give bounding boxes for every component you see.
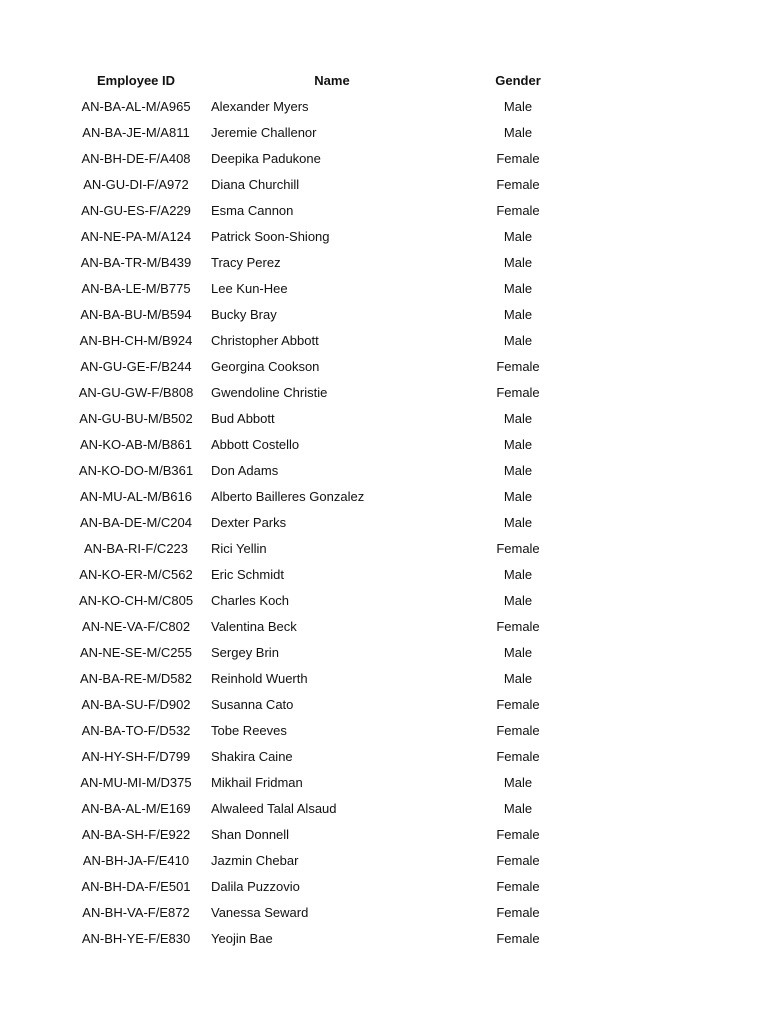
employee-name-cell: Bucky Bray bbox=[211, 307, 277, 322]
employee-gender-cell: Female bbox=[496, 385, 540, 400]
employee-name-cell: Mikhail Fridman bbox=[211, 775, 303, 790]
table-row bbox=[0, 406, 768, 432]
employee-id-cell: AN-KO-CH-M/C805 bbox=[78, 593, 194, 608]
employee-gender-cell: Male bbox=[503, 515, 533, 530]
employee-gender-cell: Female bbox=[496, 203, 540, 218]
table-row bbox=[0, 666, 768, 692]
employee-id-cell: AN-KO-ER-M/C562 bbox=[79, 567, 193, 582]
employee-gender-cell: Female bbox=[496, 853, 540, 868]
employee-gender-cell: Male bbox=[503, 307, 533, 322]
employee-id-cell: AN-BA-TO-F/D532 bbox=[81, 723, 191, 738]
table-header-row bbox=[0, 68, 768, 94]
employee-gender-cell: Male bbox=[503, 255, 533, 270]
employee-name-cell: Yeojin Bae bbox=[211, 931, 273, 946]
employee-id-cell: AN-BA-SU-F/D902 bbox=[81, 697, 191, 712]
employee-id-cell: AN-GU-GE-F/B244 bbox=[80, 359, 192, 374]
employee-name-cell: Charles Koch bbox=[211, 593, 290, 608]
table-row bbox=[0, 692, 768, 718]
table-row bbox=[0, 380, 768, 406]
employee-name-cell: Jazmin Chebar bbox=[211, 853, 299, 868]
employee-id-cell: AN-BA-RI-F/C223 bbox=[83, 541, 189, 556]
employee-id-cell: AN-NE-VA-F/C802 bbox=[81, 619, 191, 634]
employee-name-cell: Diana Churchill bbox=[211, 177, 300, 192]
employee-id-cell: AN-GU-DI-F/A972 bbox=[83, 177, 189, 192]
employee-gender-cell: Male bbox=[503, 125, 533, 140]
employee-id-cell: AN-BH-DA-F/E501 bbox=[81, 879, 191, 894]
employee-id-cell: AN-GU-ES-F/A229 bbox=[81, 203, 191, 218]
employee-gender-cell: Male bbox=[503, 801, 533, 816]
employee-name-cell: Dalila Puzzovio bbox=[211, 879, 300, 894]
employee-name-cell: Sergey Brin bbox=[211, 645, 279, 660]
employee-gender-cell: Female bbox=[496, 723, 540, 738]
table-row bbox=[0, 640, 768, 666]
table-row bbox=[0, 874, 768, 900]
employee-name-cell: Reinhold Wuerth bbox=[211, 671, 308, 686]
table-row bbox=[0, 796, 768, 822]
employee-name-cell: Valentina Beck bbox=[211, 619, 297, 634]
employee-name-cell: Rici Yellin bbox=[211, 541, 267, 556]
employee-id-cell: AN-MU-MI-M/D375 bbox=[80, 775, 192, 790]
employee-name-cell: Shakira Caine bbox=[211, 749, 293, 764]
table-row bbox=[0, 120, 768, 146]
employee-name-cell: Tobe Reeves bbox=[211, 723, 287, 738]
table-row bbox=[0, 354, 768, 380]
employee-name-cell: Jeremie Challenor bbox=[211, 125, 317, 140]
employee-id-cell: AN-GU-BU-M/B502 bbox=[79, 411, 193, 426]
employee-id-cell: AN-BA-LE-M/B775 bbox=[81, 281, 191, 296]
employee-id-cell: AN-KO-DO-M/B361 bbox=[78, 463, 194, 478]
employee-id-cell: AN-KO-AB-M/B861 bbox=[80, 437, 192, 452]
employee-gender-cell: Female bbox=[496, 359, 540, 374]
employee-id-cell: AN-BH-DE-F/A408 bbox=[81, 151, 191, 166]
column-header-name: Name bbox=[314, 73, 350, 88]
table-row bbox=[0, 458, 768, 484]
table-body bbox=[0, 94, 768, 952]
employee-gender-cell: Male bbox=[503, 281, 533, 296]
employee-gender-cell: Male bbox=[503, 99, 533, 114]
employee-name-cell: Eric Schmidt bbox=[211, 567, 284, 582]
employee-id-cell: AN-HY-SH-F/D799 bbox=[81, 749, 191, 764]
table-row bbox=[0, 718, 768, 744]
table-row bbox=[0, 614, 768, 640]
column-header-employee-id: Employee ID bbox=[96, 73, 176, 88]
table-row bbox=[0, 822, 768, 848]
employee-name-cell: Abbott Costello bbox=[211, 437, 300, 452]
table-row bbox=[0, 250, 768, 276]
employee-gender-cell: Female bbox=[496, 177, 540, 192]
employee-id-cell: AN-BH-CH-M/B924 bbox=[79, 333, 193, 348]
employee-id-cell: AN-NE-SE-M/C255 bbox=[80, 645, 192, 660]
employee-gender-cell: Female bbox=[496, 697, 540, 712]
employee-name-cell: Lee Kun-Hee bbox=[211, 281, 288, 296]
employee-gender-cell: Female bbox=[496, 541, 540, 556]
employee-name-cell: Christopher Abbott bbox=[211, 333, 319, 348]
employee-gender-cell: Male bbox=[503, 645, 533, 660]
employee-gender-cell: Male bbox=[503, 593, 533, 608]
table-row bbox=[0, 926, 768, 952]
employee-gender-cell: Female bbox=[496, 827, 540, 842]
employee-table bbox=[0, 68, 768, 952]
employee-id-cell: AN-MU-AL-M/B616 bbox=[80, 489, 192, 504]
table-row bbox=[0, 328, 768, 354]
employee-id-cell: AN-BH-JA-F/E410 bbox=[82, 853, 190, 868]
employee-id-cell: AN-BA-DE-M/C204 bbox=[80, 515, 192, 530]
table-row bbox=[0, 536, 768, 562]
employee-id-cell: AN-BA-TR-M/B439 bbox=[80, 255, 192, 270]
table-row bbox=[0, 900, 768, 926]
employee-name-cell: Alexander Myers bbox=[211, 99, 309, 114]
employee-gender-cell: Male bbox=[503, 463, 533, 478]
employee-id-cell: AN-BH-YE-F/E830 bbox=[81, 931, 191, 946]
table-row bbox=[0, 744, 768, 770]
table-row bbox=[0, 94, 768, 120]
table-row bbox=[0, 146, 768, 172]
employee-name-cell: Alwaleed Talal Alsaud bbox=[211, 801, 337, 816]
table-row bbox=[0, 276, 768, 302]
table-row bbox=[0, 588, 768, 614]
employee-id-cell: AN-BA-AL-M/A965 bbox=[81, 99, 191, 114]
employee-gender-cell: Female bbox=[496, 879, 540, 894]
employee-id-cell: AN-BH-VA-F/E872 bbox=[82, 905, 190, 920]
employee-gender-cell: Female bbox=[496, 151, 540, 166]
table-row bbox=[0, 562, 768, 588]
employee-name-cell: Deepika Padukone bbox=[211, 151, 321, 166]
employee-gender-cell: Male bbox=[503, 229, 533, 244]
table-row bbox=[0, 224, 768, 250]
employee-gender-cell: Female bbox=[496, 931, 540, 946]
employee-name-cell: Tracy Perez bbox=[211, 255, 281, 270]
table-row bbox=[0, 770, 768, 796]
employee-name-cell: Vanessa Seward bbox=[211, 905, 309, 920]
employee-gender-cell: Female bbox=[496, 619, 540, 634]
table-row bbox=[0, 484, 768, 510]
employee-name-cell: Don Adams bbox=[211, 463, 279, 478]
employee-name-cell: Patrick Soon-Shiong bbox=[211, 229, 330, 244]
table-row bbox=[0, 302, 768, 328]
employee-name-cell: Georgina Cookson bbox=[211, 359, 320, 374]
table-row bbox=[0, 172, 768, 198]
employee-id-cell: AN-NE-PA-M/A124 bbox=[80, 229, 192, 244]
employee-gender-cell: Male bbox=[503, 489, 533, 504]
table-row bbox=[0, 848, 768, 874]
employee-name-cell: Esma Cannon bbox=[211, 203, 294, 218]
employee-gender-cell: Female bbox=[496, 749, 540, 764]
employee-name-cell: Susanna Cato bbox=[211, 697, 294, 712]
employee-name-cell: Alberto Bailleres Gonzalez bbox=[211, 489, 365, 504]
employee-name-cell: Shan Donnell bbox=[211, 827, 290, 842]
employee-id-cell: AN-BA-JE-M/A811 bbox=[82, 125, 190, 140]
employee-id-cell: AN-BA-BU-M/B594 bbox=[80, 307, 192, 322]
employee-name-cell: Bud Abbott bbox=[211, 411, 275, 426]
employee-gender-cell: Male bbox=[503, 437, 533, 452]
employee-name-cell: Dexter Parks bbox=[211, 515, 287, 530]
employee-id-cell: AN-GU-GW-F/B808 bbox=[78, 385, 194, 400]
employee-gender-cell: Male bbox=[503, 567, 533, 582]
employee-id-cell: AN-BA-AL-M/E169 bbox=[81, 801, 191, 816]
table-row bbox=[0, 510, 768, 536]
table-row bbox=[0, 198, 768, 224]
table-row bbox=[0, 432, 768, 458]
employee-id-cell: AN-BA-RE-M/D582 bbox=[80, 671, 192, 686]
employee-gender-cell: Female bbox=[496, 905, 540, 920]
employee-id-cell: AN-BA-SH-F/E922 bbox=[81, 827, 191, 842]
column-header-gender: Gender bbox=[495, 73, 541, 88]
employee-name-cell: Gwendoline Christie bbox=[211, 385, 328, 400]
employee-gender-cell: Male bbox=[503, 671, 533, 686]
employee-gender-cell: Male bbox=[503, 411, 533, 426]
employee-gender-cell: Male bbox=[503, 775, 533, 790]
employee-gender-cell: Male bbox=[503, 333, 533, 348]
